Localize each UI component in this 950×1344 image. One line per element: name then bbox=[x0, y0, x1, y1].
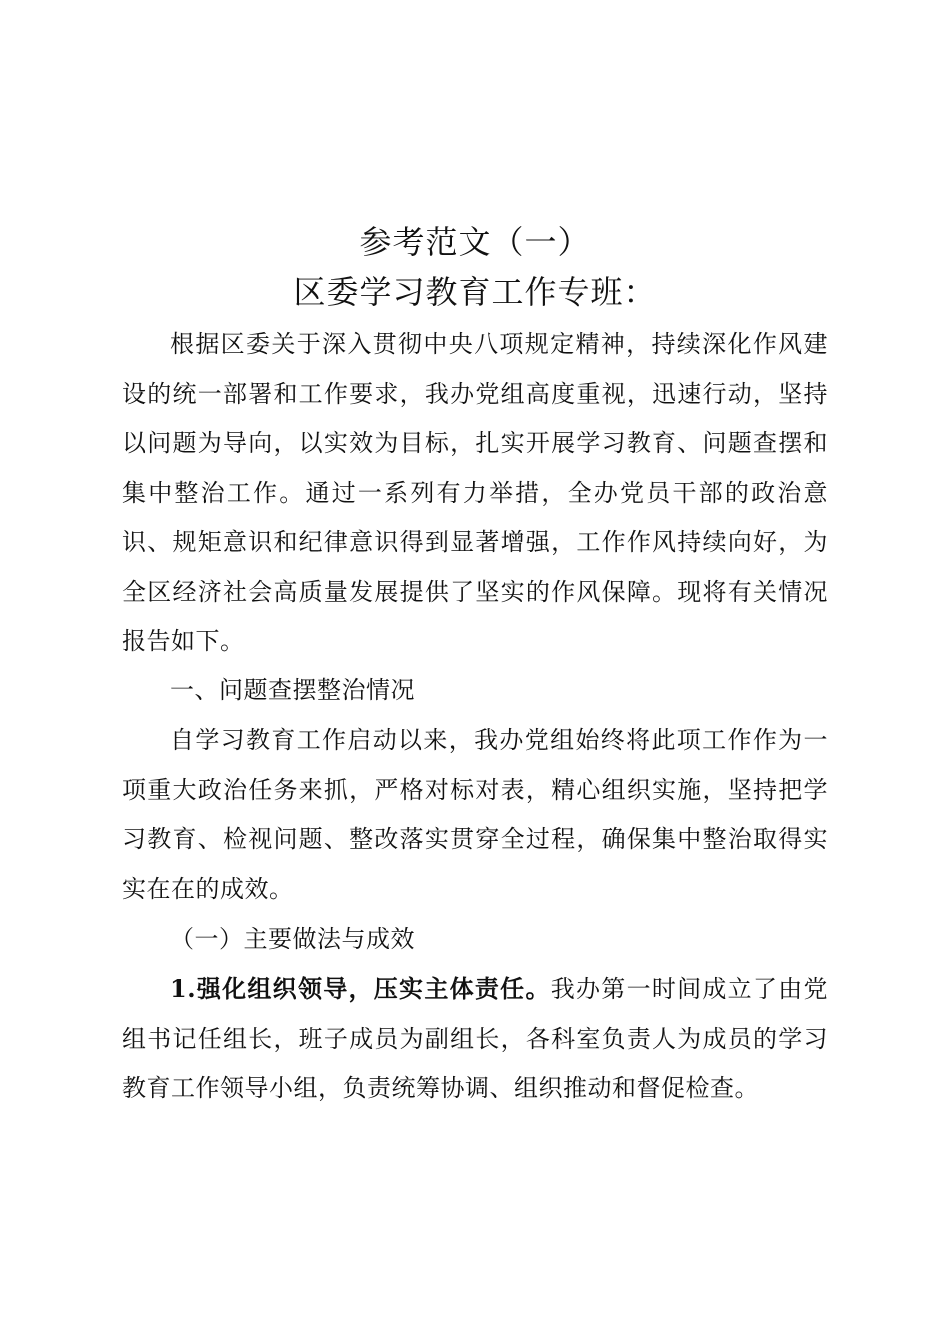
item-lead-sentence: 强化组织领导，压实主体责任。 bbox=[196, 975, 551, 1003]
intro-paragraph: 根据区委关于深入贯彻中央八项规定精神，持续深化作风建设的统一部署和工作要求，我办党组高度重视，迅速行动，坚持以问题为导向，以实效为目标，扎实开展学习教育、问题查摆和集中整治工作。通过一系列有力举措，全办党员干部的政治意识、规矩意识和纪律意识得到显著增强，工作作风持续向好，为全区经济社会高质量发展提供了坚实的作风保障。现将有关情况报告如下。 bbox=[122, 330, 828, 655]
section-heading-1: 一、问题查摆整治情况 bbox=[170, 676, 415, 704]
item-number: 1. bbox=[170, 974, 197, 1003]
item-paragraph-1 bbox=[122, 964, 828, 1114]
section-paragraph-1: 自学习教育工作启动以来，我办党组始终将此项工作作为一项重大政治任务来抓，严格对标对表，精心组织实施，坚持把学习教育、检视问题、整改落实贯穿全过程，确保集中整治取得实实在在的成效。 bbox=[122, 726, 828, 903]
document-addressee: 区委学习教育工作专班： bbox=[293, 273, 657, 311]
document-title: 参考范文（一） bbox=[359, 223, 591, 261]
item-body-text: 我办第一时间成立了由党组书记任组长，班子成员为副组长，各科室负责人为成员的学习教育工作领导小组，负责统筹协调、组织推动和督促检查。 bbox=[122, 975, 829, 1102]
subsection-heading-1: （一）主要做法与成效 bbox=[170, 925, 415, 953]
